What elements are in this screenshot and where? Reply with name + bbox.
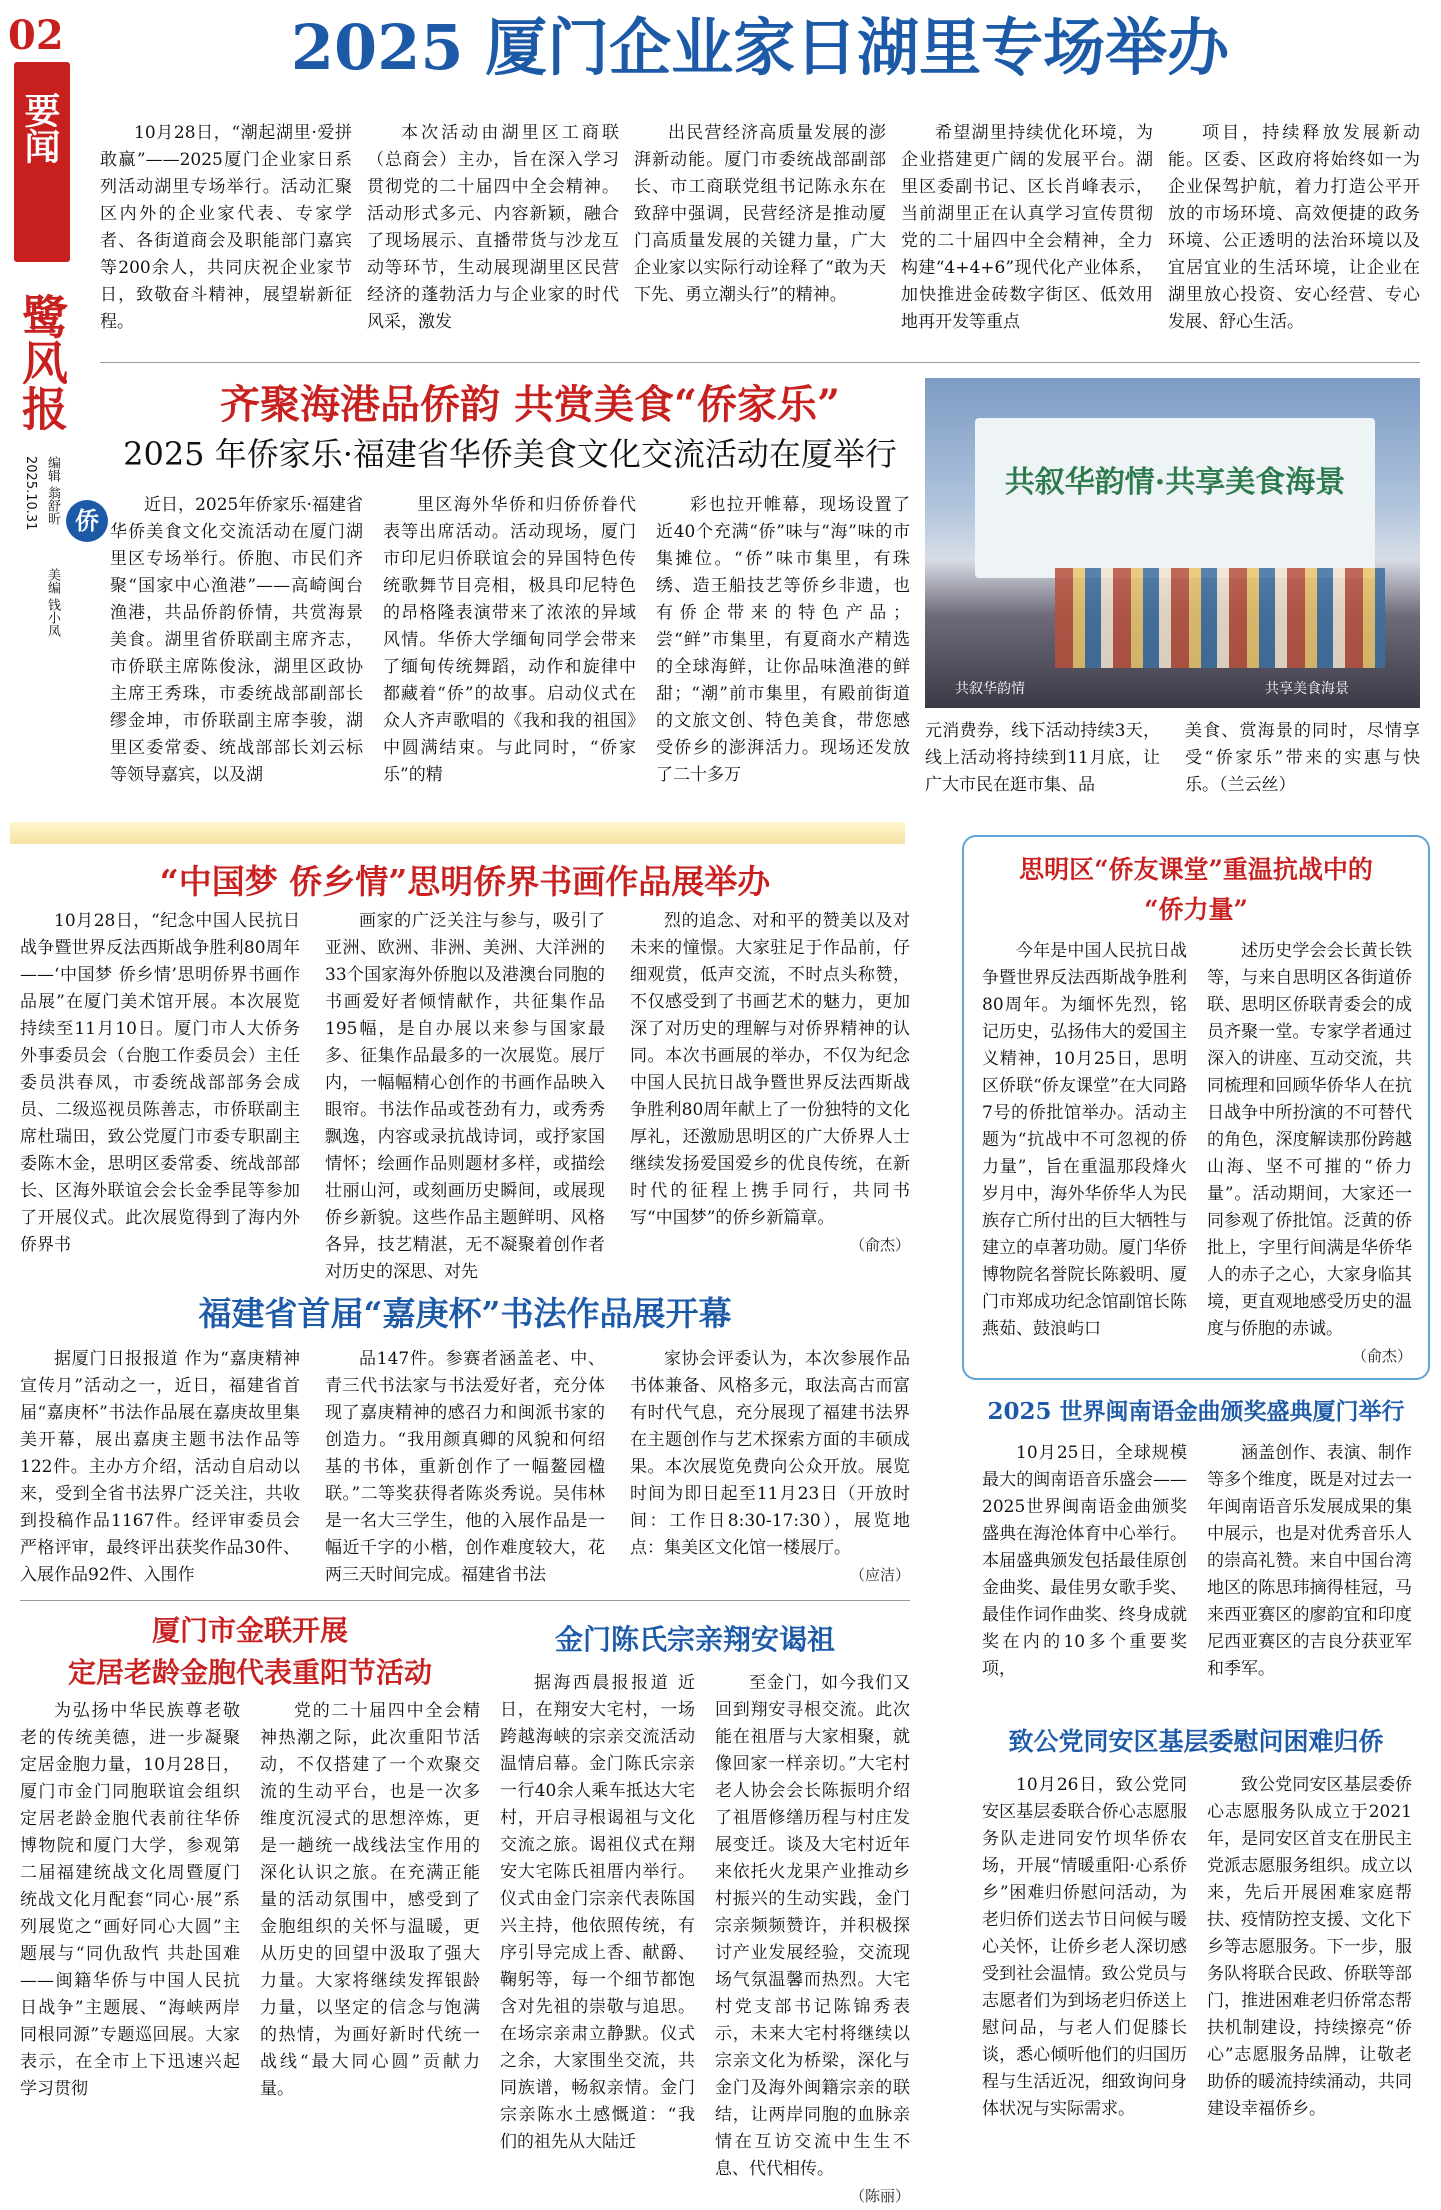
article-kinmen-chen (500, 1670, 910, 2205)
article-siming-art (20, 908, 910, 1288)
headline-jinlian-title1: 厦门市金联开展 (151, 1614, 348, 1647)
page-number: 02 (8, 12, 64, 59)
article-paragraph: 家协会评委认为，本次参展作品书体兼备、风格多元，取法高古而富有时代气息，充分展现了福建书法界在主题创作与艺术探索方面的丰硕成果。本次展览免费向公众开放。展览时间为即日起至11月23日（开放时间：工作日8:30-17:30），展览地点：集美区文化馆一楼展厅。 (630, 1349, 910, 1558)
byline: （陈丽） (849, 2187, 910, 2205)
article-paragraph: 党的二十届四中全会精神热潮之际，此次重阳节活动，不仅搭建了一个欢聚交流的生动平台，也是一次多维度沉浸式的思想淬炼，更是一趟统一战线法宝作用的深化认识之旅。在充满正能量的活动氛围中，感受到了金胞组织的关怀与温暖，更从历史的回望中汲取了强大力量。大家将继续发挥银龄力量，以坚定的信念与饱满的热情，为画好新时代统一战线“最大同心圆”贡献力量。 (260, 1701, 480, 2099)
article-paragraph: 致公党同安区基层委侨心志愿服务队成立于2021年，是同安区首支在册民主党派志愿服务组织。成立以来，先后开展困难家庭帮扶、疫情防控支援、文化下乡等志愿服务。下一步，服务队将联合民政、侨联等部门，推进困难老归侨常态帮扶机制建设，持续擦亮“侨心”志愿服务品牌，让敬老助侨的暖流持续涌动，共同建设幸福侨乡。 (1207, 1775, 1412, 2119)
article-paragraph: 本次活动由湖里区工商联（总商会）主办，旨在深入学习贯彻党的二十届四中全会精神。活动形式多元、内容新颖，融合了现场展示、直播带货与沙龙互动等环节，生动展现湖里区民营经济的蓬勃活力与企业家的时代风采，激发 (367, 123, 619, 332)
divider (100, 362, 1420, 363)
article-zhigong-visit (982, 1772, 1412, 2160)
article-paragraph: 10月28日，“纪念中国人民抗日战争暨世界反法西斯战争胜利80周年——‘中国梦 侨乡情’思明侨界书画作品展”在厦门美术馆开展。本次展览持续至11月10日。厦门市人大侨务外事委员会（台胞工作委员会）主任委员洪春凤，市委统战部部务会成员、二级巡视员陈善志，市侨联副主席杜瑞田，致公党厦门市委专职副主委陈木金，思明区委常委、统战部部长、区海外联谊会会长金季昆等参加了开展仪式。此次展览得到了海内外侨界书 (20, 911, 300, 1255)
article-paragraph: 为弘扬中华民族尊老敬老的传统美德，进一步凝聚定居金胞力量，10月28日，厦门市金门同胞联谊会组织定居老龄金胞代表前往华侨博物院和厦门大学，参观第二届福建统战文化周暨厦门统战文化月配套“同心·展”系列展览之“画好同心大圆”主题展与“同仇敌忾 共赴国难——闽籍华侨与中国人民抗日战争”主题展、“海峡两岸同根同源”专题巡回展。大家表示，在全市上下迅速兴起学习贯彻 (20, 1701, 240, 2099)
article-paragraph: 10月25日，全球规模最大的闽南语音乐盛会——2025世界闽南语金曲颁奖盛典在海沧体育中心举行。本届盛典颁发包括最佳原创金曲奖、最佳男女歌手奖、最佳作词作曲奖、终身成就奖在内的10多个重要奖项， (982, 1443, 1187, 1679)
article-paragraph: 项目，持续释放发展新动能。区委、区政府将始终如一为企业保驾护航，着力打造公平开放的市场环境、高效便捷的政务环境、公正透明的法治环境以及宜居宜业的生活环境，让企业在湖里放心投资、安心经营、专心发展、舒心生活。 (1168, 123, 1420, 332)
photo-banner-text: 共叙华韵情·共享美食海景 (1004, 465, 1346, 500)
event-photo (925, 378, 1420, 708)
article-paragraph: 品147件。参赛者涵盖老、中、青三代书法家与书法爱好者，充分体现了嘉庚精神的感召力和闽派书家的创造力。“我用颜真卿的风貌和何绍基的书体，重新创作了一幅鳌园楹联。”二等奖获得者陈炎秀说。吴伟林是一名大三学生，他的入展作品是一幅近千字的小楷，创作难度较大，花两三天时间完成。福建省书法 (325, 1349, 605, 1585)
article-jiageng-cup (20, 1346, 910, 1646)
badge-text: 侨 (75, 506, 99, 535)
headline-siming-class-2: “侨力量” (1144, 895, 1248, 924)
article-paragraph: 画家的广泛关注与参与，吸引了亚洲、欧洲、非洲、美洲、大洋洲的33个国家海外侨胞以及港澳台同胞的书画爱好者倾情献作，共征集作品195幅，是自办展以来参与国家最多、征集作品最多的一次展览。展厅内，一幅幅精心创作的书画作品映入眼帘。书法作品或苍劲有力，或秀秀飘逸，内容或录抗战诗词，或抒家国情怀；绘画作品则题材多样，或描绘壮丽山河，或刻画历史瞬间，或展现侨乡新貌。这些作品主题鲜明、风格各异，技艺精湛，无不凝聚着创作者对历史的深思、对先 (325, 911, 605, 1282)
headline-jiageng-cup: 福建省首届“嘉庚杯”书法作品展开幕 (198, 1294, 732, 1333)
photo-caption-right: 共享美食海景 (1265, 681, 1349, 697)
article-paragraph: 据海西晨报报道 近日，在翔安大宅村，一场跨越海峡的宗亲交流活动温情启幕。金门陈氏宗亲一行40余人乘车抵达大宅村，开启寻根谒祖与文化交流之旅。谒祖仪式在翔安大宅陈氏祖厝内举行。仪式由金门宗亲代表陈国兴主持，他依照传统，有序引导完成上香、献爵、鞠躬等，每一个细节都饱含对先祖的崇敬与追思。在场宗亲肃立静默。仪式之余，大家围坐交流，共同族谱，畅叙亲情。金门宗亲陈水土感慨道：“我们的祖先从大陆迁 (500, 1673, 695, 2152)
headline-jinlian-title2: 定居老龄金胞代表重阳节活动 (67, 1656, 432, 1689)
byline: （俞杰） (849, 1236, 910, 1254)
subheadline-qiaojiale: 2025 年侨家乐·福建省华侨美食文化交流活动在厦举行 (123, 435, 897, 473)
article-paragraph: 述历史学会会长黄长铁等，与来自思明区各街道侨联、思明区侨联青委会的成员齐聚一堂。专家学者通过深入的讲座、互动交流，共同梳理和回顾华侨华人在抗日战争中所扮演的不可替代的角色，深度解读那份跨越山海、坚不可摧的“侨力量”。活动期间，大家还一同参观了侨批馆。泛黄的侨批上，字里行间满是华侨华人的赤子之心，大家身临其境，更直观地感受历史的温度与侨胞的赤诚。 (1207, 941, 1412, 1339)
article-paragraph: 涵盖创作、表演、制作等多个维度，既是对过去一年闽南语音乐发展成果的集中展示，也是对优秀音乐人的崇高礼赞。来自中国台湾地区的陈思玮摘得桂冠，马来西亚赛区的廖韵宜和印度尼西亚赛区的吉良分获亚军和季军。 (1207, 1443, 1412, 1679)
article-paragraph: 10月26日，致公党同安区基层委联合侨心志愿服务队走进同安竹坝华侨农场，开展“情暖重阳·心系侨乡”困难归侨慰问活动，为老归侨们送去节日问候与暖心关怀，让侨乡老人深切感受到社会温情。致公党员与志愿者们为到场老归侨送上慰问品，与老人们促膝长谈，悉心倾听他们的归国历程与生活近况，细致询问身体状况与实际需求。 (982, 1775, 1187, 2119)
article-paragraph: 10月28日，“潮起湖里·爱拼敢赢”——2025厦门企业家日系列活动湖里专场举行。活动汇聚区内外的企业家代表、专家学者、各街道商会及职能部门嘉宾等200余人，共同庆祝企业家节日，致敬奋斗精神，展望崭新征程。 (100, 123, 352, 332)
article-paragraph: 元消费券，线下活动持续3天，线上活动将持续到11月底，让广大市民在逛市集、品 (925, 721, 1160, 795)
headline-entrepreneur-day: 2025 厦门企业家日湖里专场举办 (290, 11, 1230, 84)
article-paragraph: 美食、赏海景的同时，尽情享受“侨家乐”带来的实惠与快乐。（兰云丝） (1185, 721, 1420, 795)
photo-performers (1055, 568, 1385, 668)
headline-zhigong-visit: 致公党同安区基层委慰问困难归侨 (1008, 1727, 1384, 1756)
headline-siming-class-1: 思明区“侨友课堂”重温抗战中的 (1019, 855, 1373, 884)
article-paragraph: 至金门，如今我们又回到翔安寻根交流。此次能在祖厝与大家相聚，就像回家一样亲切。”大宅村老人协会会长陈振明介绍了祖厝修缮历程与村庄发展变迁。谈及大宅村近年来依托火龙果产业推动乡村振兴的生动实践，金门宗亲频频赞许，并积极探讨产业发展经验，交流现场气氛温馨而热烈。大宅村党支部书记陈锦秀表示，未来大宅村将继续以宗亲文化为桥梁，深化与金门及海外闽籍宗亲的联结，让两岸同胞的血脉亲情在互访交流中生生不息、代代相传。 (715, 1673, 910, 2179)
section-label: 要闻 (19, 92, 61, 164)
editor-credit: 编辑 翁舒昕 (45, 456, 60, 526)
gradient-divider (10, 822, 905, 844)
byline: （俞杰） (1351, 1347, 1412, 1365)
article-qiaojiale-tail (925, 718, 1420, 818)
section-label-box (14, 62, 70, 262)
newspaper-name: 鹭风报 (15, 293, 69, 431)
article-minnan-music (982, 1440, 1412, 1712)
divider (20, 1600, 910, 1601)
article-paragraph: 出民营经济高质量发展的澎湃新动能。厦门市委统战部副部长、市工商联党组书记陈永东在致辞中强调，民营经济是推动厦门高质量发展的关键力量，广大企业家以实际行动诠释了“敢为天下先、勇立潮头行”的精神。 (634, 123, 886, 305)
headline-minnan-music: 2025 世界闽南语金曲颁奖盛典厦门举行 (987, 1398, 1405, 1425)
article-paragraph: 据厦门日报报道 作为“嘉庚精神宣传月”活动之一，近日，福建省首届“嘉庚杯”书法作品展在嘉庚故里集美开幕，展出嘉庚主题书法作品等122件。主办方介绍，活动自启动以来，受到全省书法界广泛关注，共收到投稿作品1167件。经评审委员会严格评审，最终评出获奖作品30件、入展作品92件、入围作 (20, 1349, 300, 1585)
article-paragraph: 烈的追念、对和平的赞美以及对未来的憧憬。大家驻足于作品前，仔细观赏，低声交流，不时点头称赞，不仅感受到了书画艺术的魅力，更加深了对历史的理解与对侨界精神的认同。本次书画展的举办，不仅为纪念中国人民抗日战争暨世界反法西斯战争胜利80周年献上了一份独特的文化厚礼，还激励思明区的广大侨界人士继续发扬爱国爱乡的优良传统，在新时代的征程上携手同行，共同书写“中国梦”的侨乡新篇章。 (630, 911, 910, 1228)
headline-qiaojiale: 齐聚海港品侨韵 共赏美食“侨家乐” (220, 381, 840, 428)
article-paragraph: 近日，2025年侨家乐·福建省华侨美食文化交流活动在厦门湖里区专场举行。侨胞、市民们齐聚“国家中心渔港”——高崎闽台渔港，共品侨韵侨情，共赏海景美食。湖里省侨联副主席齐志，市侨联主席陈俊泳，湖里区政协主席王秀珠，市委统战部副部长缪金坤，市侨联副主席李骏，湖里区委常委、统战部部长刘云标等领导嘉宾，以及湖 (110, 495, 363, 785)
headline-kinmen-chen: 金门陈氏宗亲翔安谒祖 (554, 1623, 835, 1656)
article-paragraph: 今年是中国人民抗日战争暨世界反法西斯战争胜利80周年。为缅怀先烈，铭记历史，弘扬伟大的爱国主义精神，10月25日，思明区侨联“侨友课堂”在大同路7号的侨批馆举办。活动主题为“抗战中不可忽视的侨力量”，旨在重温那段烽火岁月中，海外华侨华人为民族存亡所付出的巨大牺牲与建立的卓著功勋。厦门华侨博物院名誉院长陈毅明、厦门市郑成功纪念馆副馆长陈燕茹、鼓浪屿口 (982, 941, 1187, 1339)
headline-siming-art: “中国梦 侨乡情”思明侨界书画作品展举办 (159, 862, 771, 901)
article-paragraph: 彩也拉开帷幕，现场设置了近40个充满“侨”味与“海”味的市集摊位。“侨”味市集里，有珠绣、造王船技艺等侨乡非遗，也有侨企带来的特色产品；尝“鲜”市集里，有夏商水产精选的全球海鲜，让你品味渔港的鲜甜；“潮”前市集里，有殿前街道的文旅文创、特色美食，带您感受侨乡的澎湃活力。现场还发放了二十多万 (656, 495, 910, 785)
masthead-date: 2025.10.31 (23, 456, 38, 531)
article-qiaojiale (110, 492, 910, 816)
article-paragraph: 希望湖里持续优化环境，为企业搭建更广阔的发展平台。湖里区委副书记、区长肖峰表示，当前湖里正在认真学习宣传贯彻党的二十届四中全会精神，全力构建“4+4+6”现代化产业体系，加快推进金砖数字街区、低效用地再开发等重点 (901, 123, 1153, 332)
photo-caption-left: 共叙华韵情 (955, 681, 1025, 697)
article-siming-class (982, 938, 1412, 1374)
article-jinlian (20, 1698, 480, 2160)
article-entrepreneur-day (100, 120, 1420, 350)
byline: （应洁） (849, 1566, 910, 1584)
article-paragraph: 里区海外华侨和归侨侨眷代表等出席活动。活动现场，厦门市印尼归侨联谊会的异国特色传统歌舞节目亮相，极具印尼特色的昂格隆表演带来了浓浓的异域风情。华侨大学缅甸同学会带来了缅甸传统舞蹈，动作和旋律中都藏着“侨”的故事。启动仪式在众人齐声歌唱的《我和我的祖国》中圆满结束。与此同时，“侨家乐”的精 (383, 495, 636, 785)
design-credit: 美编 钱小凤 (45, 568, 60, 638)
qiao-badge (66, 500, 108, 542)
